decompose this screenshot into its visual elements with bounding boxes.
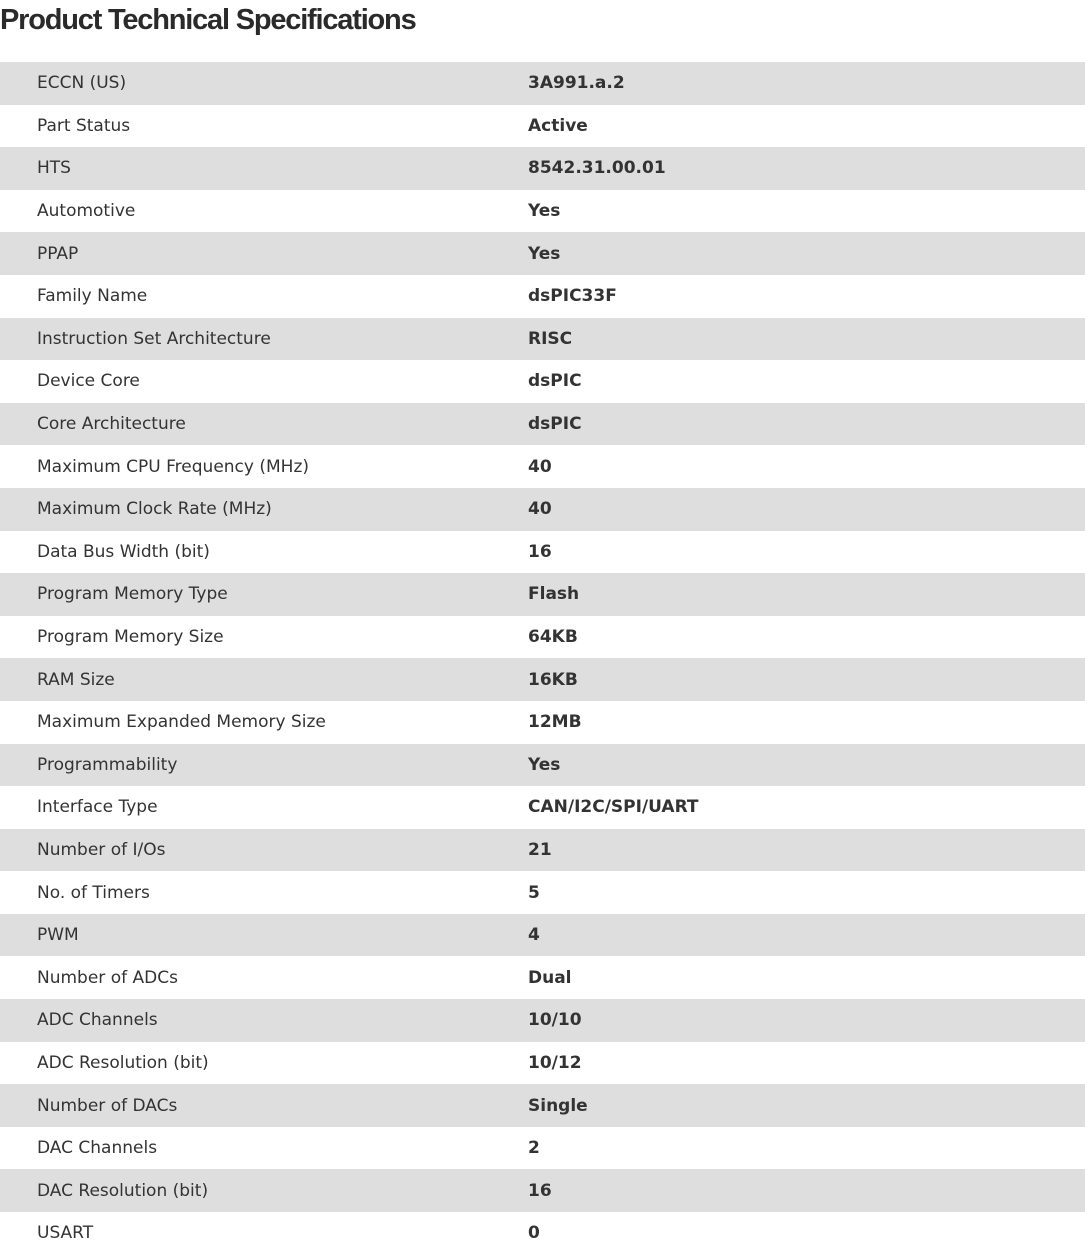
spec-value: 3A991.a.2	[528, 73, 625, 94]
spec-value: 16KB	[528, 669, 578, 690]
spec-value: 12MB	[528, 712, 582, 733]
spec-label: Number of ADCs	[37, 967, 178, 988]
spec-label: No. of Timers	[37, 882, 150, 903]
spec-label: RAM Size	[37, 669, 115, 690]
spec-value: 16	[528, 541, 552, 562]
spec-value: 21	[528, 839, 552, 860]
spec-label: Number of DACs	[37, 1095, 178, 1116]
table-row	[0, 403, 1085, 446]
page-title: Product Technical Specifications	[0, 4, 416, 36]
spec-value: 4	[528, 925, 540, 946]
spec-value: Yes	[528, 201, 561, 222]
spec-label: Part Status	[37, 115, 131, 136]
table-row	[0, 232, 1085, 275]
spec-value: Yes	[528, 754, 561, 775]
spec-label: Number of I/Os	[37, 839, 166, 860]
spec-value: Single	[528, 1095, 588, 1116]
spec-label: Instruction Set Architecture	[37, 328, 271, 349]
spec-label: Program Memory Type	[37, 584, 228, 605]
table-row	[0, 914, 1085, 957]
spec-value: Flash	[528, 584, 580, 605]
spec-value: dsPIC	[528, 414, 582, 435]
table-row	[0, 829, 1085, 872]
spec-label: USART	[37, 1223, 94, 1244]
spec-label: Program Memory Size	[37, 627, 224, 648]
table-row	[0, 956, 1085, 999]
table-row	[0, 999, 1085, 1042]
table-row	[0, 488, 1085, 531]
table-row	[0, 1084, 1085, 1127]
spec-label: Interface Type	[37, 797, 158, 818]
spec-label: DAC Resolution (bit)	[37, 1180, 209, 1201]
spec-label: Maximum CPU Frequency (MHz)	[37, 456, 309, 477]
spec-value: dsPIC	[528, 371, 582, 392]
spec-value: 16	[528, 1180, 552, 1201]
table-row	[0, 190, 1085, 233]
spec-value: 40	[528, 456, 552, 477]
spec-value: 64KB	[528, 627, 578, 648]
table-row	[0, 1169, 1085, 1212]
spec-label: Automotive	[37, 201, 136, 222]
spec-value: dsPIC33F	[528, 286, 617, 307]
spec-value: CAN/I2C/SPI/UART	[528, 797, 699, 818]
table-row	[0, 275, 1085, 318]
spec-label: Data Bus Width (bit)	[37, 541, 210, 562]
table-row	[0, 1212, 1085, 1255]
spec-label: ADC Channels	[37, 1010, 158, 1031]
table-row	[0, 786, 1085, 829]
spec-table	[0, 62, 1085, 1255]
spec-label: ECCN (US)	[37, 73, 127, 94]
spec-label: HTS	[37, 158, 71, 179]
table-row	[0, 658, 1085, 701]
spec-value: 0	[528, 1223, 540, 1244]
table-row	[0, 1042, 1085, 1085]
spec-value: 40	[528, 499, 552, 520]
table-row	[0, 701, 1085, 744]
table-row	[0, 744, 1085, 787]
spec-value: Dual	[528, 967, 572, 988]
spec-value: 2	[528, 1138, 540, 1159]
spec-label: Device Core	[37, 371, 140, 392]
spec-label: Maximum Clock Rate (MHz)	[37, 499, 272, 520]
spec-label: PWM	[37, 925, 79, 946]
spec-value: 10/10	[528, 1010, 582, 1031]
spec-value: RISC	[528, 328, 573, 349]
spec-value: Active	[528, 115, 588, 136]
spec-label: Programmability	[37, 754, 178, 775]
spec-label: Core Architecture	[37, 414, 186, 435]
table-row	[0, 147, 1085, 190]
table-row	[0, 616, 1085, 659]
table-row	[0, 531, 1085, 574]
spec-label: DAC Channels	[37, 1138, 158, 1159]
table-row	[0, 573, 1085, 616]
spec-value: 10/12	[528, 1052, 582, 1073]
spec-label: ADC Resolution (bit)	[37, 1052, 209, 1073]
table-row	[0, 1127, 1085, 1170]
table-row	[0, 105, 1085, 148]
spec-value: Yes	[528, 243, 561, 264]
spec-label: PPAP	[37, 243, 79, 264]
spec-value: 5	[528, 882, 540, 903]
table-row	[0, 871, 1085, 914]
spec-label: Family Name	[37, 286, 148, 307]
table-row	[0, 445, 1085, 488]
spec-value: 8542.31.00.01	[528, 158, 666, 179]
table-row	[0, 62, 1085, 105]
table-row	[0, 318, 1085, 361]
spec-label: Maximum Expanded Memory Size	[37, 712, 326, 733]
table-row	[0, 360, 1085, 403]
